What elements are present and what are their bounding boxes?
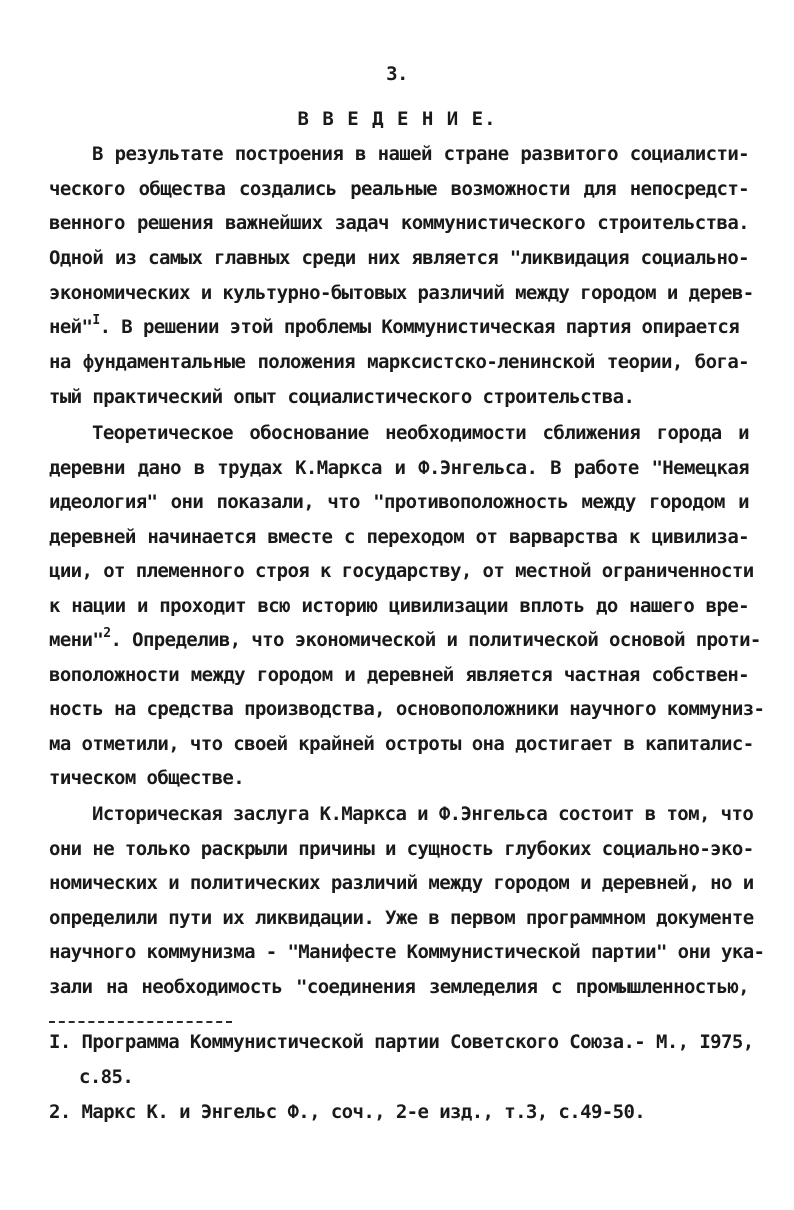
footnote: с.85. [79, 1066, 134, 1088]
body-line: идеология" они показали, что "противоположность между городом и [49, 491, 749, 513]
body-line: номических и политических различий между городом и деревней, но и [49, 872, 754, 894]
body-text: . Определив, что экономической и политической основой проти- [110, 629, 761, 651]
body-line: ность на средства производства, основоположники научного коммуниз- [49, 698, 765, 720]
body-line: Одной из самых главных среди них является "ликвидация социально- [49, 247, 749, 269]
body-line: на фундаментальные положения марксистско-ленинской теории, бога- [49, 351, 749, 373]
body-line: ческого общества создались реальные возможности для непосредст- [49, 178, 749, 200]
body-line: воположности между городом и деревней является частная собствен- [49, 664, 749, 686]
body-line: зали на необходимость "соединения земледелия с промышленностью, [49, 976, 749, 998]
body-line: деревней начинается вместе с переходом от варварства к цивилиза- [49, 526, 749, 548]
footnote-mark: I [92, 312, 100, 328]
body-line: деревни дано в трудах К.Маркса и Ф.Энгельса. В работе "Немецкая [49, 457, 749, 479]
body-line: экономических и культурно-бытовых различий между городом и дерев- [49, 282, 754, 304]
body-line: венного решения важнейших задач коммунистического строительства. [49, 212, 749, 234]
body-text: . В решении этой проблемы Коммунистическая партия опирается [99, 316, 740, 338]
footnote: 2. Маркс К. и Энгельс Ф., соч., 2-е изд., т.3, с.49-50. [49, 1101, 646, 1123]
body-line: определили пути их ликвидации. Уже в первом программном документе [49, 907, 754, 929]
page-title: В В Е Д Е Н И Е. [297, 108, 497, 130]
body-text: ней" [49, 316, 93, 338]
footnote: I. Программа Коммунистической партии Советского Союза.- М., I975, [49, 1031, 754, 1053]
page-number: 3. [386, 63, 408, 85]
body-line: к нации и проходит всю историю цивилизации вплоть до нашего вре- [49, 595, 749, 617]
footnote-divider [49, 1021, 232, 1023]
body-line: ма отметили, что своей крайней остроты она достигает в капиталис- [49, 733, 754, 755]
body-line: они не только раскрыли причины и сущность глубоких социально-эко- [49, 838, 754, 860]
body-line: Теоретическое обоснование необходимости сближения города и [92, 422, 749, 444]
body-line: В результате построения в нашей стране развитого социалисти- [92, 143, 749, 165]
body-line: ции, от племенного строя к государству, от местной ограниченности [49, 560, 754, 582]
body-line: тый практический опыт социалистического строительства. [49, 386, 635, 408]
body-text: мени" [49, 629, 104, 651]
footnote-mark: 2 [103, 625, 111, 641]
body-line: Историческая заслуга К.Маркса и Ф.Энгельса состоит в том, что [92, 803, 754, 825]
body-line: тическом обществе. [49, 767, 245, 789]
body-line-with-footnote [49, 312, 749, 339]
body-line: научного коммунизма - "Манифесте Коммунистической партии" они ука- [49, 941, 765, 963]
body-line-with-footnote [49, 625, 761, 652]
